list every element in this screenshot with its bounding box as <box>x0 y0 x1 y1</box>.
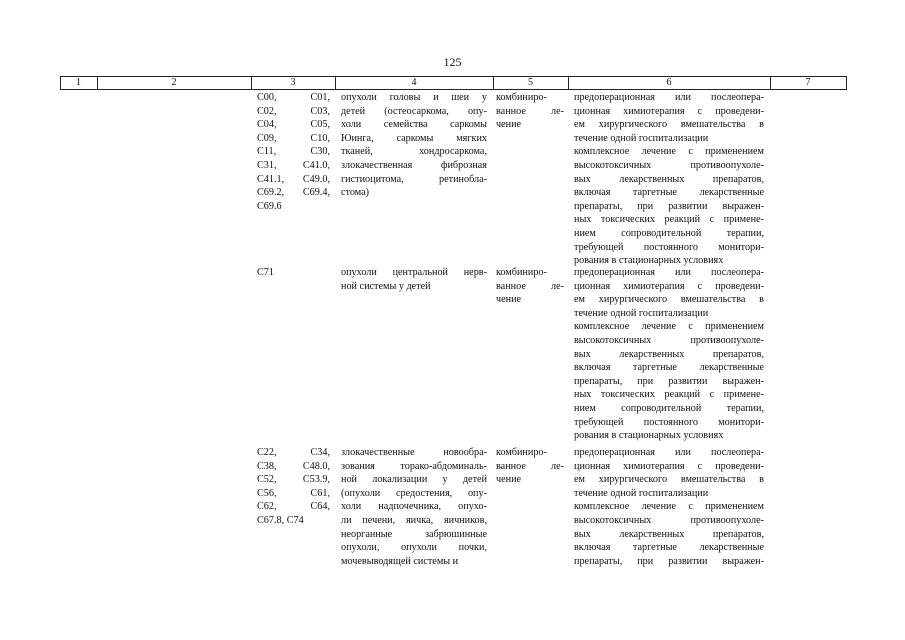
icd-code-line <box>257 118 330 132</box>
icd-code: C31, <box>257 159 277 171</box>
icd-code: C00, <box>257 92 277 103</box>
treatment-method-line: вых лекарственных препаратов, <box>574 348 764 360</box>
treatment-type-line: комбиниро- <box>496 92 547 103</box>
icd-code: C22, <box>257 447 277 458</box>
treatment-method-line: предоперационная или послеопера- <box>574 92 764 103</box>
treatment-method-cell <box>574 446 764 568</box>
treatment-method-line: требующей постоянного монитори- <box>574 416 764 428</box>
column-number-3: 3 <box>290 77 296 88</box>
treatment-method-line: рования в стационарных условиях <box>574 430 724 442</box>
icd-code: C48.0, <box>302 460 330 472</box>
treatment-method-line: высокотоксичных противоопухоле- <box>574 159 764 171</box>
treatment-method-line: высокотоксичных противоопухоле- <box>574 334 764 346</box>
column-number-5: 5 <box>528 77 533 88</box>
treatment-method-cell <box>574 91 764 268</box>
diagnosis-cell <box>341 266 487 293</box>
diagnosis-line: ной системы у детей <box>341 280 431 292</box>
treatment-method-line: препараты, при развитии выражен- <box>574 375 764 387</box>
diagnosis-line: ли печени, яичка, яичников, <box>341 514 487 526</box>
icd-code: C62, <box>257 501 277 513</box>
icd-codes-cell <box>257 446 330 528</box>
treatment-method-line: предоперационная или послеопера- <box>574 267 764 278</box>
icd-code: C69.2, <box>257 187 285 199</box>
treatment-method-line: включая таргетные лекарственные <box>574 362 764 374</box>
treatment-method-line: течение одной госпитализации <box>574 307 709 319</box>
icd-code: C03, <box>310 105 330 117</box>
treatment-method-line: ем хирургического вмешательства в <box>574 294 764 306</box>
icd-codes-cell <box>257 91 330 213</box>
treatment-type-line: чение <box>496 119 522 131</box>
icd-code: C38, <box>257 460 277 472</box>
treatment-type-line: ванное ле- <box>496 280 564 292</box>
diagnosis-line: опухоли головы и шеи у <box>341 92 487 103</box>
icd-code-line <box>257 460 330 474</box>
diagnosis-line: опухоли центральной нерв- <box>341 267 487 278</box>
treatment-method-line: предоперационная или послеопера- <box>574 447 764 458</box>
icd-code: C71 <box>257 267 274 278</box>
treatment-method-line: требующей постоянного монитори- <box>574 241 764 253</box>
treatment-type-cell <box>496 91 564 132</box>
diagnosis-line: (опухоли средостения, опу- <box>341 487 487 499</box>
icd-code: C34, <box>310 447 330 458</box>
icd-code: C53.9, <box>302 474 330 486</box>
diagnosis-line: детей (остеосаркома, опу- <box>341 105 487 117</box>
treatment-method-line: ционная химиотерапия с проведени- <box>574 280 764 292</box>
treatment-method-cell <box>574 266 764 443</box>
treatment-method-line: включая таргетные лекарственные <box>574 542 764 554</box>
treatment-method-line: включая таргетные лекарственные <box>574 187 764 199</box>
diagnosis-line: стома) <box>341 187 370 199</box>
column-number-4: 4 <box>411 77 417 88</box>
treatment-type-line: ванное ле- <box>496 105 564 117</box>
icd-code-line <box>257 145 330 159</box>
icd-code-line <box>257 173 330 187</box>
diagnosis-line: мочевыводящей системы и <box>341 555 459 567</box>
icd-code-line <box>257 91 330 105</box>
column-number-6: 6 <box>666 77 672 88</box>
diagnosis-line: злокачественная фиброзная <box>341 159 487 171</box>
diagnosis-line: тканей, хондросаркома, <box>341 146 487 158</box>
treatment-method-line: рования в стационарных условиях <box>574 255 724 267</box>
treatment-type-line: чение <box>496 294 522 306</box>
page-number: 125 <box>443 55 462 69</box>
treatment-method-line: ных токсических реакций с примене- <box>574 389 764 401</box>
diagnosis-line: зования торако-абдоминаль- <box>341 460 487 472</box>
icd-code-line <box>257 159 330 173</box>
treatment-method-line: нием сопроводительной терапии, <box>574 227 764 239</box>
treatment-method-line: ем хирургического вмешательства в <box>574 474 764 486</box>
treatment-method-line: течение одной госпитализации <box>574 487 709 499</box>
icd-code: C10, <box>310 132 330 144</box>
treatment-method-line: ных токсических реакций с примене- <box>574 214 764 226</box>
icd-code: C64, <box>310 501 330 513</box>
icd-code: C05, <box>310 119 330 131</box>
column-divider <box>846 76 847 90</box>
icd-code: C52, <box>257 474 277 486</box>
diagnosis-cell <box>341 446 487 568</box>
treatment-type-line: комбиниро- <box>496 447 547 458</box>
icd-code-line <box>257 200 330 214</box>
treatment-method-line: ционная химиотерапия с проведени- <box>574 460 764 472</box>
treatment-type-line: ванное ле- <box>496 460 564 472</box>
treatment-method-line: препараты, при развитии выражен- <box>574 200 764 212</box>
treatment-method-line: вых лекарственных препаратов, <box>574 173 764 185</box>
diagnosis-line: гистиоцитома, ретинобла- <box>341 173 487 185</box>
diagnosis-line: злокачественные новообра- <box>341 447 487 458</box>
icd-code: C67.8, C74 <box>257 514 304 526</box>
treatment-method-line: комплексное лечение с применением <box>574 146 764 158</box>
icd-code: C56, <box>257 487 277 499</box>
treatment-method-line: высокотоксичных противоопухоле- <box>574 514 764 526</box>
treatment-method-line: препараты, при развитии выражен- <box>574 555 764 567</box>
icd-code-line <box>257 446 330 460</box>
diagnosis-line: холи семейства саркомы <box>341 119 487 131</box>
icd-code-line <box>257 473 330 487</box>
icd-code-line <box>257 487 330 501</box>
treatment-type-line: комбиниро- <box>496 267 547 278</box>
diagnosis-line: холи надпочечника, опухо- <box>341 501 487 513</box>
treatment-type-line: чение <box>496 474 522 486</box>
diagnosis-cell <box>341 91 487 200</box>
icd-code: C61, <box>310 487 330 499</box>
treatment-method-line: комплексное лечение с применением <box>574 501 764 513</box>
treatment-type-cell <box>496 266 564 307</box>
diagnosis-line: опухоли, опухоли почки, <box>341 542 487 554</box>
table-header-bottom-border <box>60 89 846 90</box>
icd-code: C01, <box>310 92 330 103</box>
treatment-method-line: ем хирургического вмешательства в <box>574 119 764 131</box>
diagnosis-line: ной локализации у детей <box>341 474 487 486</box>
treatment-method-line: течение одной госпитализации <box>574 132 709 144</box>
icd-code: C49.0, <box>302 173 330 185</box>
icd-code: C04, <box>257 119 277 131</box>
column-number-2: 2 <box>171 77 177 88</box>
column-number-1: 1 <box>76 77 81 88</box>
icd-code: C41.1, <box>257 173 285 185</box>
column-number-7: 7 <box>805 77 811 88</box>
treatment-method-line: ционная химиотерапия с проведени- <box>574 105 764 117</box>
icd-code-line <box>257 132 330 146</box>
icd-code-line <box>257 105 330 119</box>
icd-code: C69.4, <box>302 187 330 199</box>
treatment-method-line: комплексное лечение с применением <box>574 321 764 333</box>
treatment-method-line: вых лекарственных препаратов, <box>574 528 764 540</box>
icd-code-line <box>257 514 330 528</box>
icd-code-line <box>257 500 330 514</box>
icd-code: C41.0, <box>302 159 330 171</box>
treatment-type-cell <box>496 446 564 487</box>
diagnosis-line: Юинга, саркомы мягких <box>341 132 487 144</box>
icd-code-line <box>257 266 330 280</box>
icd-code: C69.6 <box>257 200 282 212</box>
icd-code: C09, <box>257 132 277 144</box>
icd-code-line <box>257 186 330 200</box>
icd-codes-cell <box>257 266 330 280</box>
icd-code: C11, <box>257 146 277 158</box>
icd-code: C30, <box>310 146 330 158</box>
icd-code: C02, <box>257 105 277 117</box>
treatment-method-line: нием сопроводительной терапии, <box>574 402 764 414</box>
diagnosis-line: неорганные забрюшинные <box>341 528 487 540</box>
